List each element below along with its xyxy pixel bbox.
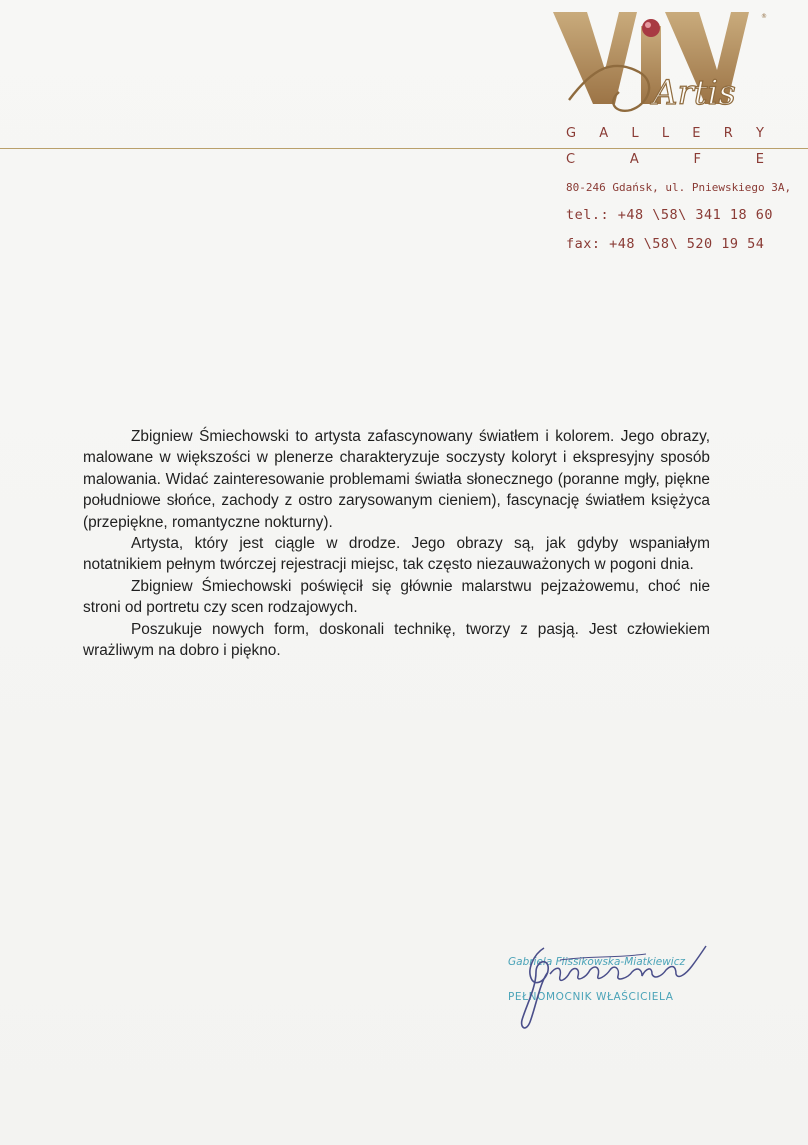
paragraph: Zbigniew Śmiechowski to artysta zafascynowany światłem i kolorem. Jego obrazy, malowane w większości w plenerze charakteryzuje soczysty koloryt i ekspresyjny sposób malowania. Widać zainteresowanie problemami światła słonecznego (poranne mgły, piękne południowe słońce, zachody z ostro zarysowanym cieniem), fascynację światłem księżyca (przepiękne, romantyczne nokturny). xyxy=(83,428,710,531)
letterhead-rule xyxy=(0,148,808,149)
stamp-title: PEŁNOMOCNIK WŁAŚCICIELA xyxy=(508,991,674,1003)
fax: fax: +48 \58\ 520 19 54 xyxy=(566,236,765,252)
stamp-name: Gabriela Flissikowska-Miatkiewicz xyxy=(508,956,685,968)
brand-cafe: C A F E xyxy=(566,152,764,167)
viv-artis-logo xyxy=(553,8,773,126)
paragraph: Poszukuje nowych form, doskonali technikę, tworzy z pasją. Jest człowiekiem wrażliwym na dobro i piękno. xyxy=(83,620,710,660)
telephone: tel.: +48 \58\ 341 18 60 xyxy=(566,207,774,223)
logo-script: Artis xyxy=(653,73,736,113)
address: 80-246 Gdańsk, ul. Pniewskiego 3A, xyxy=(566,181,792,194)
signature xyxy=(496,936,721,1036)
paragraph: Zbigniew Śmiechowski poświęcił się głównie malarstwu pejzażowemu, choć nie stroni od portretu czy scen rodzajowych. xyxy=(83,577,710,617)
brand-gallery: G A L L E R Y xyxy=(566,126,764,141)
svg-text:®: ® xyxy=(761,13,767,20)
letter-body xyxy=(83,426,710,661)
paragraph: Artysta, który jest ciągle w drodze. Jego obrazy są, jak gdyby wspaniałym notatnikiem pełnym twórczej rejestracji miejsc, tak często niezauważonych w pogoni dnia. xyxy=(83,535,710,574)
